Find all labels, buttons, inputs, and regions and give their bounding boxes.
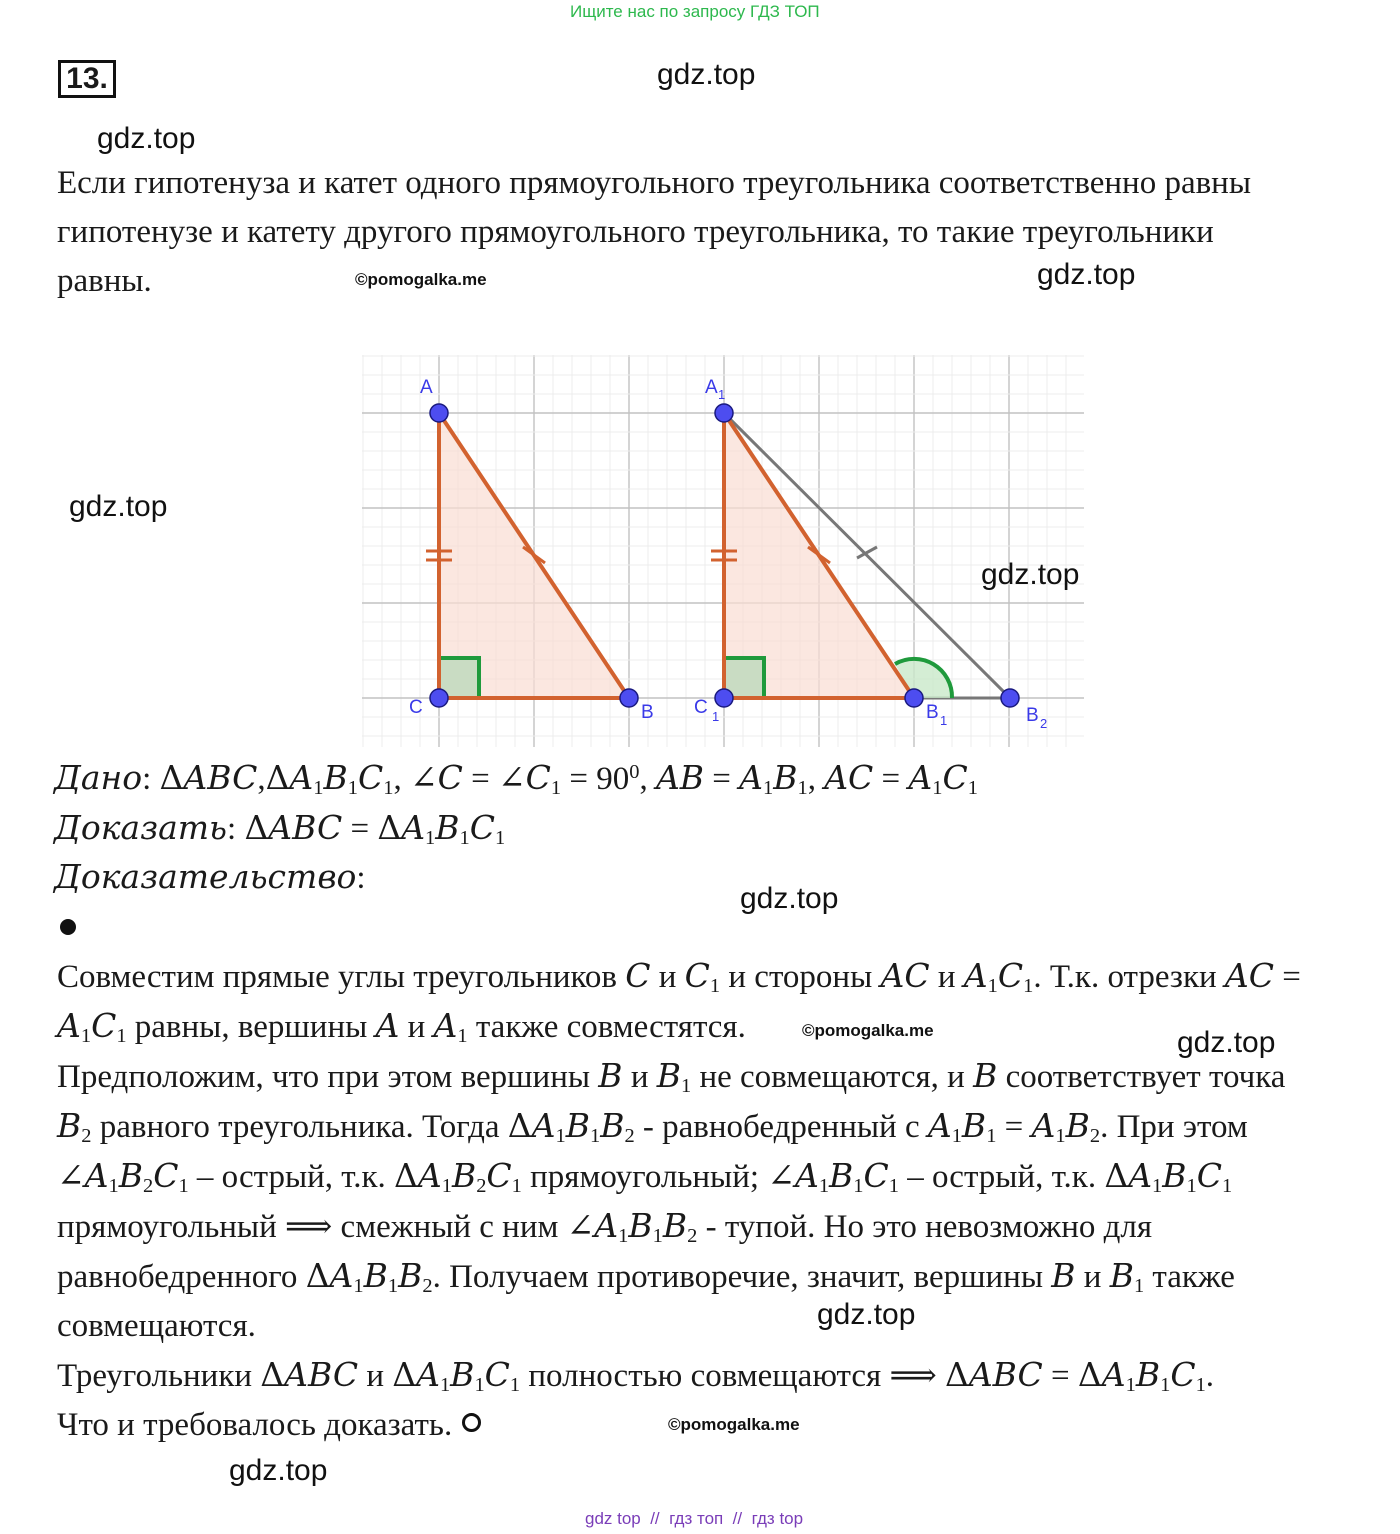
label-c: C	[409, 697, 423, 718]
label-c1: C	[694, 697, 708, 718]
watermark-gdz: gdz.top	[229, 1454, 328, 1487]
proof-line-8: совмещаются.	[57, 1308, 256, 1344]
given-label: Дано	[54, 758, 143, 797]
point-c1	[715, 689, 733, 707]
proof-line-5: $\angle A_1B_2C_1$ – острый, т.к. $\Delta A_1B_2C_1$ прямоугольный; $\angle A_1B_1C_1$ – острый, т.к. $\Delta A_1B_1C_1$	[57, 1156, 1233, 1198]
proof-end: Что и требовалось доказать.	[57, 1407, 453, 1443]
watermark-gdz: gdz.top	[740, 882, 839, 915]
label-a: A	[420, 377, 433, 398]
point-c	[430, 689, 448, 707]
bullet-marker	[60, 919, 76, 935]
point-b1	[905, 689, 923, 707]
label-a1-sub: 1	[718, 387, 726, 402]
watermark-gdz: gdz.top	[657, 58, 756, 91]
given-line: Дано: $\Delta ABC,\Delta A_1B_1C_1$, ∠C = $\angle C_1 = 90^0$, AB = $A_1B_1$, AC = $A_1C_1$	[54, 758, 978, 800]
proof-conclusion: Треугольники ΔABC и $\Delta A_1B_1C_1$ полностью совмещаются ⟹ $\Delta ABC = \Delta A_1B_1C_1$.	[57, 1355, 1215, 1397]
label-b: B	[641, 702, 654, 723]
theorem-line-2: гипотенузе и катету другого прямоугольного треугольника, то такие треугольники	[57, 214, 1214, 250]
point-b	[620, 689, 638, 707]
proof-end-line	[57, 1405, 481, 1445]
proof-label: Доказательство	[54, 857, 357, 896]
label-b1-sub: 1	[940, 713, 948, 728]
qed-circle	[462, 1413, 481, 1432]
point-a	[430, 404, 448, 422]
prove-line: Доказать: $\Delta ABC = \Delta A_1B_1C_1$	[54, 808, 506, 850]
label-c1-sub: 1	[712, 709, 720, 724]
proof-line-1: Совместим прямые углы треугольников C и $C_1$ и стороны AC и $A_1C_1$. Т.к. отрезки AC =	[57, 956, 1301, 998]
proof-line-3: Предположим, что при этом вершины B и $B_1$ не совмещаются, и B соответствует точка	[57, 1056, 1286, 1098]
point-b2	[1001, 689, 1019, 707]
theorem-line-1: Если гипотенуза и катет одного прямоугольного треугольника соответственно равны	[57, 165, 1252, 201]
watermark-pomogalka: ©pomogalka.me	[355, 270, 487, 289]
search-hint-link[interactable]: Ищите нас по запросу ГДЗ ТОП	[570, 2, 820, 21]
proof-heading: Доказательство:	[54, 857, 366, 896]
theorem-line-3: равны.	[57, 263, 152, 299]
prove-label: Доказать	[54, 808, 228, 847]
proof-line-4: $B_2$ равного треугольника. Тогда $\Delta A_1B_1B_2$ - равнобедренный с $A_1B_1 = A_1B_2$. При этом	[57, 1106, 1248, 1148]
watermark-gdz: gdz.top	[1037, 258, 1136, 291]
label-a1: A	[705, 377, 718, 398]
point-a1	[715, 404, 733, 422]
proof-line-2: $A_1C_1$ равны, вершины A и $A_1$ также совместятся.	[57, 1006, 746, 1048]
triangles-figure	[362, 355, 1084, 747]
watermark-gdz: gdz.top	[97, 122, 196, 155]
watermark-pomogalka: ©pomogalka.me	[668, 1415, 800, 1434]
label-b1: B	[926, 702, 939, 723]
watermark-gdz: gdz.top	[817, 1298, 916, 1331]
watermark-pomogalka: ©pomogalka.me	[802, 1021, 934, 1040]
proof-line-7: равнобедренного $\Delta A_1B_1B_2$. Получаем противоречие, значит, вершины B и $B_1$ также	[57, 1256, 1235, 1298]
footer-links[interactable]: gdz top // гдз топ // гдз top	[585, 1509, 804, 1528]
label-b2-sub: 2	[1040, 716, 1048, 731]
watermark-gdz: gdz.top	[69, 490, 168, 523]
watermark-gdz: gdz.top	[981, 558, 1080, 591]
watermark-gdz: gdz.top	[1177, 1026, 1276, 1059]
proof-line-6: прямоугольный ⟹ смежный с ним $\angle A_1B_1B_2$ - тупой. Но это невозможно для	[57, 1206, 1153, 1248]
label-b2: B	[1026, 705, 1039, 726]
task-number: 13.	[58, 60, 116, 98]
